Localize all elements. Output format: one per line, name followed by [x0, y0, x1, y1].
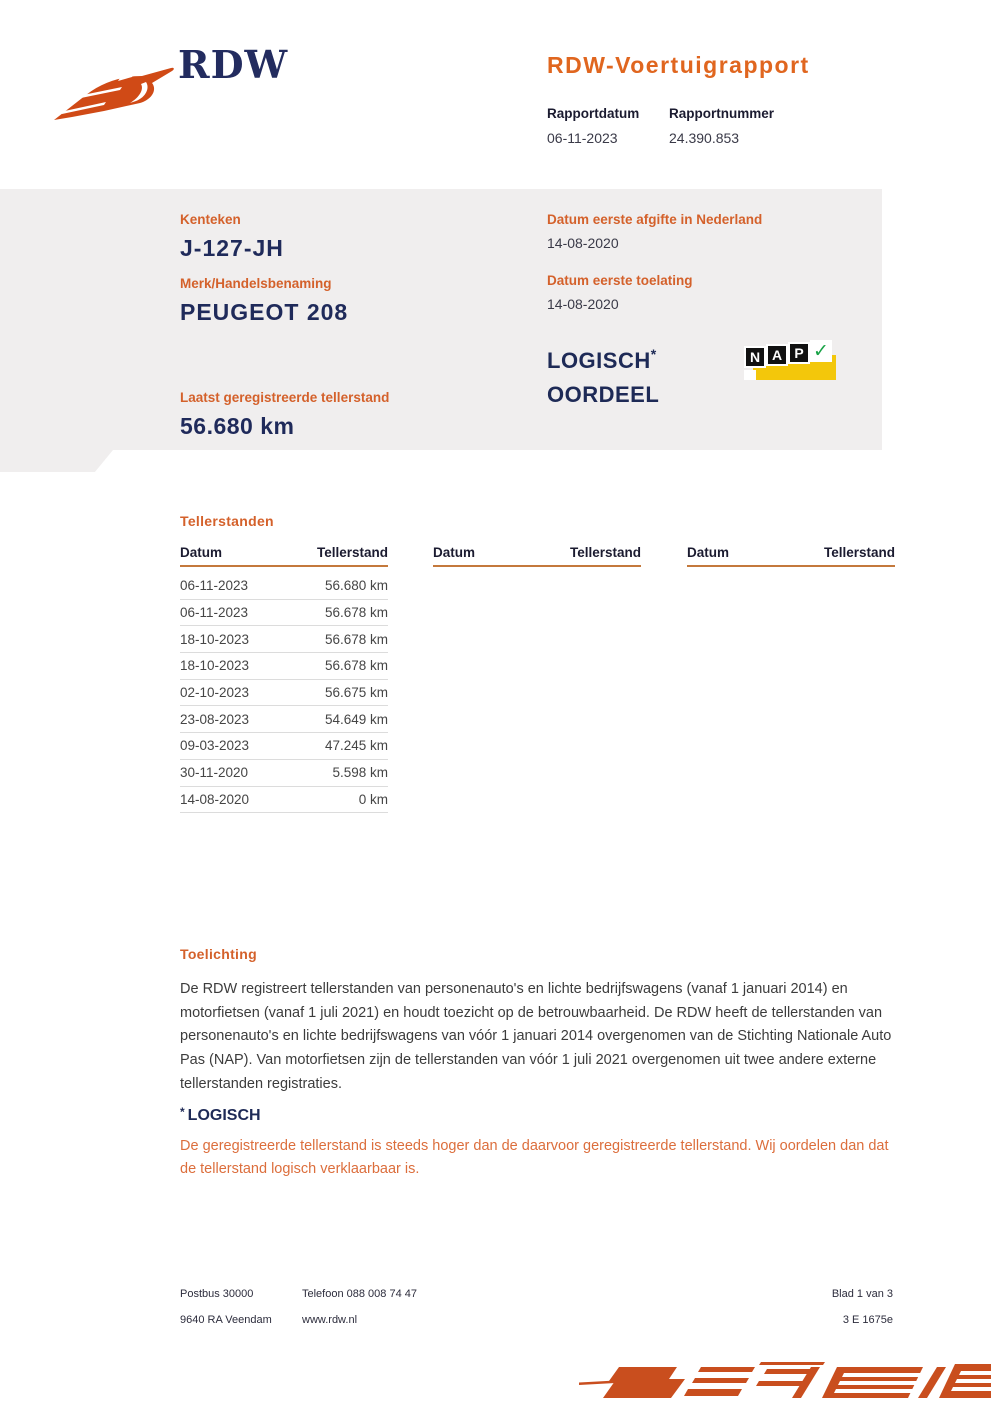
footer-form-code: 3 E 1675e: [842, 1314, 893, 1326]
row-odometer-value: 56.675 km: [324, 685, 388, 701]
panel-corner-tab: [0, 450, 113, 472]
col-header-datum: Datum: [180, 545, 223, 560]
table-body: [180, 573, 388, 813]
odometer-block: [180, 390, 389, 454]
logisch-section: [180, 1105, 900, 1181]
tellerstanden-section: [180, 513, 894, 805]
kenteken-value: J-127-JH: [180, 235, 284, 261]
toelichting-paragraph: De RDW registreert tellerstanden van personenauto's en lichte bedrijfswagens (vanaf 1 januari 2014) en motorfietsen (vanaf 1 juli 2021) en houdt toezicht op de betrouwbaarheid. De RDW heeft de tellerstanden van personenauto's en lichte bedrijfswagens van vóór 1 januari 2014 overgenomen van de Stichting Nationale Auto Pas (NAP). Van motorfietsen zijn de tellerstanden van vóór 1 juli 2021 overgenomen uit twee andere externe tellerstanden registraties.: [180, 981, 892, 1092]
row-odometer-value: 56.680 km: [324, 578, 388, 594]
speed-stripes-graphic-icon: [571, 1355, 991, 1403]
oordeel-line1: [547, 344, 659, 378]
page-title: RDW-Voertuigrapport: [547, 52, 810, 78]
col-header-tellerstand: Tellerstand: [316, 545, 388, 560]
afgifte-value: 14-08-2020: [547, 235, 619, 251]
rdw-logo-swoosh-icon: [50, 48, 178, 126]
nap-logo-icon: [744, 339, 836, 383]
table-header: [433, 545, 641, 567]
report-date-block: [547, 106, 641, 146]
oordeel-block: [547, 344, 659, 412]
oordeel-word: LOGISCH: [547, 348, 651, 373]
report-number-label: Rapportnummer: [669, 106, 775, 121]
toelichting-title: Toelichting: [180, 946, 257, 962]
row-date: 18-10-2023: [180, 631, 250, 647]
row-odometer-value: 56.678 km: [324, 631, 388, 647]
table-row: [180, 760, 388, 787]
tellerstanden-table: [180, 545, 894, 805]
nap-check-icon: ✓: [810, 340, 832, 362]
toelating-label: Datum eerste toelating: [547, 273, 693, 288]
report-meta: [547, 106, 802, 146]
row-odometer-value: 56.678 km: [324, 658, 388, 674]
kenteken-label: Kenteken: [180, 212, 241, 227]
row-odometer-value: 54.649 km: [324, 711, 388, 727]
table-row: [180, 680, 388, 707]
footer-address-line2: 9640 RA Veendam: [180, 1314, 272, 1326]
row-odometer-value: 47.245 km: [324, 738, 388, 754]
table-row: [180, 626, 388, 653]
table-header: [180, 545, 388, 567]
row-date: 09-03-2023: [180, 738, 250, 754]
report-number-value: 24.390.853: [669, 130, 740, 146]
oordeel-line2: OORDEEL: [547, 382, 660, 408]
nap-tiles: [744, 339, 832, 365]
table-header: [687, 545, 895, 567]
col-header-tellerstand: Tellerstand: [569, 545, 641, 560]
toelating-value: 14-08-2020: [547, 296, 619, 312]
table-group-2: [433, 545, 641, 567]
nap-white-chip: [744, 370, 756, 380]
footer-phone: Telefoon 088 008 74 47: [302, 1288, 417, 1300]
row-odometer-value: 5.598 km: [332, 765, 388, 781]
row-date: 14-08-2020: [180, 791, 250, 807]
col-header-datum: Datum: [433, 545, 476, 560]
table-row: [180, 573, 388, 600]
row-odometer-value: 0 km: [358, 791, 388, 807]
merk-label: Merk/Handelsbenaming: [180, 276, 332, 291]
col-header-tellerstand: Tellerstand: [823, 545, 895, 560]
footer-website: www.rdw.nl: [302, 1314, 358, 1326]
merk-value: PEUGEOT 208: [180, 299, 349, 325]
vehicle-summary-panel: [0, 189, 882, 450]
vehicle-id-column: [180, 212, 530, 340]
tellerstanden-title: Tellerstanden: [180, 513, 274, 529]
vehicle-dates-column: [547, 212, 882, 334]
toelichting-section: [180, 946, 892, 1096]
table-row: [180, 706, 388, 733]
afgifte-label: Datum eerste afgifte in Nederland: [547, 212, 763, 227]
nap-letter-p: P: [788, 342, 810, 364]
table-group-3: [687, 545, 895, 567]
oordeel-star: *: [650, 346, 657, 362]
logisch-word: LOGISCH: [187, 1107, 261, 1124]
table-row: [180, 600, 388, 627]
table-row: [180, 733, 388, 760]
footer-page-number: Blad 1 van 3: [831, 1288, 893, 1300]
logisch-title: [180, 1105, 900, 1125]
footer-address-line1: Postbus 30000: [180, 1288, 254, 1300]
table-row: [180, 653, 388, 680]
col-header-datum: Datum: [687, 545, 730, 560]
table-group-1: [180, 545, 388, 813]
nap-letter-a: A: [766, 344, 788, 366]
report-number-block: [669, 106, 774, 146]
row-odometer-value: 56.678 km: [324, 605, 388, 621]
report-date-value: 06-11-2023: [547, 130, 618, 146]
row-date: 02-10-2023: [180, 685, 250, 701]
odometer-label: Laatst geregistreerde tellerstand: [180, 390, 390, 405]
row-date: 30-11-2020: [180, 765, 249, 781]
nap-letter-n: N: [744, 346, 766, 368]
odometer-value: 56.680 km: [180, 413, 295, 439]
logisch-paragraph: De geregistreerde tellerstand is steeds hoger dan de daarvoor geregistreerde tellerstand. Wij oordelen dan dat de tellerstand logisch verklaarbaar is.: [180, 1138, 889, 1178]
row-date: 06-11-2023: [180, 605, 249, 621]
table-row: [180, 787, 388, 814]
row-date: 23-08-2023: [180, 711, 250, 727]
row-date: 06-11-2023: [180, 578, 249, 594]
rdw-logo-text: RDW: [178, 42, 289, 87]
row-date: 18-10-2023: [180, 658, 250, 674]
logisch-star: *: [180, 1105, 185, 1119]
report-date-label: Rapportdatum: [547, 106, 640, 121]
